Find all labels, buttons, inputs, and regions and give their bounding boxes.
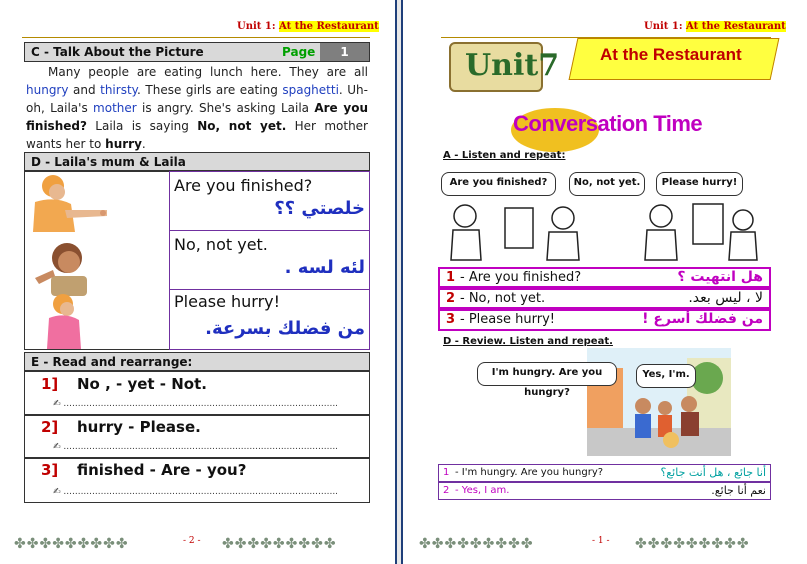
phrase-row — [438, 288, 771, 309]
header-rule — [22, 37, 370, 38]
exercise-words: finished - Are - you? — [77, 461, 247, 479]
exercise-number: 3] — [41, 461, 59, 479]
laila-mum-illustration — [25, 172, 169, 349]
kids-illustration — [443, 198, 763, 262]
phrase-number: 1 — [446, 270, 456, 285]
phrase-arabic: هل انتهيت ؟ — [677, 269, 763, 285]
leaf-border-icon: ✤✤✤✤✤✤✤✤✤ — [419, 536, 534, 552]
review-row — [438, 464, 771, 482]
review-number: 2 — [443, 485, 450, 496]
dialogue-arabic: لئه لسه . — [284, 257, 365, 278]
dialogue-english: No, not yet. — [174, 235, 268, 254]
phrase-arabic: من فضلك أسرع ! — [642, 311, 763, 327]
answer-line[interactable]: ✍ ................................................................................................ — [53, 442, 339, 452]
banner-title: At the Restaurant — [600, 45, 742, 64]
dialogue-arabic: خلصتي ؟؟ — [274, 198, 365, 219]
leaf-border-icon: ✤✤✤✤✤✤✤✤✤ — [222, 536, 337, 552]
phrase-english: - Are you finished? — [460, 270, 582, 285]
phrase-row — [438, 309, 771, 331]
section-a-title: A - Listen and repeat: — [443, 150, 566, 161]
unit-badge — [449, 42, 560, 92]
review-english: - I'm hungry. Are you hungry? — [455, 467, 604, 478]
exercise-item — [24, 371, 370, 415]
phrase-row — [438, 267, 771, 288]
phrase-english: - Please hurry! — [460, 312, 555, 327]
review-arabic: أنا جائع ، هل أنت جائع؟ — [660, 466, 766, 479]
phrase-number: 2 — [446, 291, 456, 306]
figures-panel — [24, 171, 170, 350]
review-english: - Yes, I am. — [455, 485, 510, 496]
page-label: Page — [282, 45, 316, 59]
conversation-title: Conversation Time — [513, 111, 703, 136]
right-page — [401, 0, 807, 564]
review-row — [438, 482, 771, 500]
dialogue-english: Are you finished? — [174, 176, 313, 195]
section-c-title: C - Talk About the Picture — [24, 42, 370, 62]
answer-line[interactable]: ✍ ................................................................................................ — [53, 487, 339, 497]
speech-bubble: Are you finished? — [441, 172, 556, 196]
phrase-arabic: لا ، ليس بعد. — [688, 290, 763, 306]
review-arabic: نعم أنا جائع. — [711, 484, 766, 497]
page-number: 1 — [320, 43, 369, 61]
exercise-number: 2] — [41, 418, 59, 436]
phrase-english: - No, not yet. — [460, 291, 546, 306]
exercise-words: No , - yet - Not. — [77, 375, 207, 393]
section-e-title: E - Read and rearrange: — [24, 352, 370, 371]
picture-paragraph: Many people are eating lunch here. They are all hungry and thirsty. These girls are eating spaghetti. Uh-oh, Laila's mother is angry. She's asking Laila Are you finished? Laila is saying No, not yet. Her mother wants her to hurry. — [26, 65, 368, 151]
page-footer: - 2 - — [183, 536, 201, 546]
exercise-number: 1] — [41, 375, 59, 393]
dialogue-english: Please hurry! — [174, 292, 281, 311]
exercise-words: hurry - Please. — [77, 418, 201, 436]
section-d-review-title: D - Review. Listen and repeat. — [443, 336, 613, 347]
speech-bubble: I'm hungry. Are you hungry? — [477, 362, 617, 386]
speech-bubble: Yes, I'm. — [636, 364, 696, 388]
dialogue-row — [169, 171, 370, 231]
unit-header: Unit 1: At the Restaurant — [237, 21, 379, 32]
leaf-border-icon: ✤✤✤✤✤✤✤✤✤ — [14, 536, 129, 552]
speech-bubble: Please hurry! — [656, 172, 743, 196]
speech-bubble: No, not yet. — [569, 172, 645, 196]
leaf-border-icon: ✤✤✤✤✤✤✤✤✤ — [635, 536, 750, 552]
exercise-item — [24, 415, 370, 458]
answer-line[interactable]: ✍ ................................................................................................ — [53, 399, 339, 409]
unit-header: Unit 1: At the Restaurant — [644, 21, 786, 32]
phrase-number: 3 — [446, 312, 456, 327]
exercise-item — [24, 458, 370, 503]
dialogue-row — [169, 289, 370, 350]
dialogue-row — [169, 230, 370, 290]
left-page — [0, 0, 397, 564]
review-number: 1 — [443, 467, 450, 478]
unit-badge-text: Unit7 — [465, 48, 560, 83]
dialogue-arabic: من فضلك بسرعة. — [205, 318, 365, 339]
section-d-title: D - Laila's mum & Laila — [24, 152, 370, 171]
page-footer: - 1 - — [592, 536, 610, 546]
